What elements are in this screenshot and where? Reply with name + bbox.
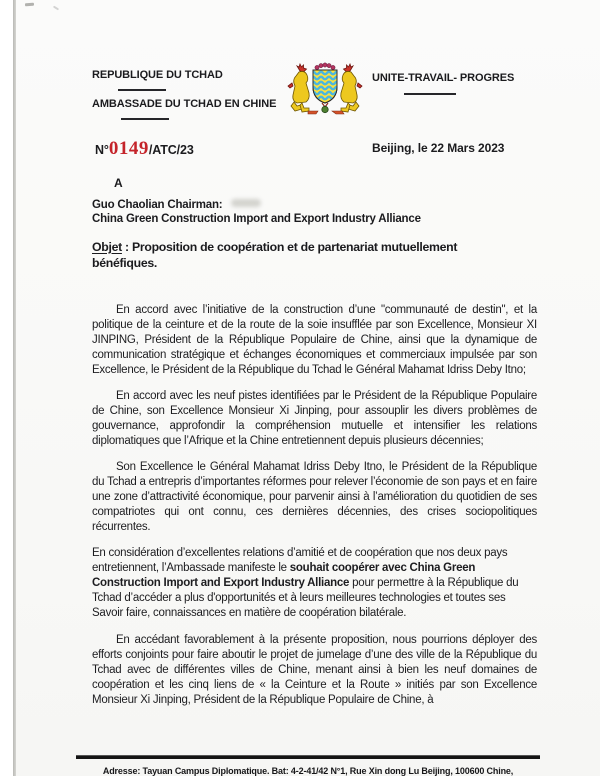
letterhead-divider bbox=[404, 93, 456, 95]
paragraph-4 bbox=[92, 546, 537, 621]
reference-number bbox=[95, 138, 194, 160]
page-edge-line bbox=[13, 0, 16, 776]
chad-coat-of-arms-icon bbox=[286, 62, 364, 116]
recipient-organization: China Green Construction Import and Export Industry Alliance bbox=[92, 213, 421, 225]
scan-artifact bbox=[25, 3, 34, 7]
paragraph-3: Son Excellence le Général Mahamat Idriss Deby Itno, le Président de la République du Tchad a entrepris d’importantes réformes pour relever l’économie de son pays et en faire une zone d’attractivité économique, pour parvenir ainsi à l’amélioration du quotidien de ses compatriotes qui ont connu, ces dernières décennies, des crises sociopolitiques récurrentes. bbox=[92, 461, 537, 533]
recipient-name: Guo Chaolian Chairman: bbox=[92, 199, 223, 211]
date-line: Beijing, le 22 Mars 2023 bbox=[372, 141, 505, 155]
reference-suffix: /ATC/23 bbox=[148, 143, 194, 157]
paragraph-1: En accord avec l’initiative de la construction d’une "communauté de destin", et la politique de la ceinture et de la route de la soie insufflée par son Excellence, Monsieur XI JINPING, Président de la République Populaire de Chine, ainsi que la dynamique de communication stratégique et échanges économiques et commerciaux impulsée par son Excellence, le Président de la République du Tchad le Général Mahamat Idriss Deby Itno; bbox=[92, 304, 537, 376]
scan-left-margin bbox=[0, 0, 13, 776]
subject-text: Proposition de coopération et de partenariat mutuellement bénéfiques. bbox=[92, 240, 458, 270]
reference-value: 0149 bbox=[108, 138, 149, 159]
scan-artifact bbox=[53, 6, 59, 11]
footer-rule bbox=[76, 755, 540, 759]
letterhead-embassy: AMBASSADE DU TCHAD EN CHINE bbox=[92, 98, 277, 110]
paragraph-4-text: pour permettre à la République du Tchad d’accéder a plus d'opportunités et à leurs meilleures technologies et toutes ses Savoir faire, connaissances en matière de coopération bilatérale. bbox=[92, 577, 519, 619]
letter-body bbox=[92, 303, 537, 719]
paragraph-2: En accord avec les neuf pistes identifiées par le Président de la République Populaire de Chine, son Excellence Monsieur Xi Jinping, pour assouplir les divers problèmes de gouvernance, approfondir la compréhension mutuelle et intensifier les relations diplomatiques que l’Afrique et la Chine entretiennent depuis plusieurs décennies; bbox=[92, 390, 537, 447]
reference-prefix: N° bbox=[95, 143, 109, 157]
paragraph-4-bold-text: souhait coopérer avec China Green Construction Import and Export Industry Alliance bbox=[92, 562, 476, 589]
letterhead-republic: REPUBLIQUE DU TCHAD bbox=[92, 69, 223, 81]
letterhead-divider bbox=[121, 118, 169, 120]
footer-address: Adresse: Tayuan Campus Diplomatique. Bat: 4-2-41/42 N°1, Rue Xin dong Lu Beijing, 100600 Chine, bbox=[102, 766, 514, 776]
subject-label: Objet bbox=[92, 240, 122, 254]
recipient-salutation: A bbox=[114, 176, 123, 190]
paragraph-5: En accédant favorablement à la présente proposition, nous pourrions déployer des efforts conjoints pour faire aboutir le projet de jumelage d’une des ville de la République du Tchad avec de différentes villes de Chine, menant ainsi à bien les neuf domaines de coopération et les cinq liens de « la Ceinture et la Route » initiés par son Excellence Monsieur Xi Jinping, Président de la République Populaire de Chine, à bbox=[92, 634, 537, 706]
subject-line bbox=[92, 240, 524, 271]
subject-separator: : bbox=[121, 240, 132, 254]
paragraph-4-text: En considération d’excellentes relations d’amitié et de coopération que nos deux pays entretiennent, l’Ambassade manifeste le bbox=[92, 547, 508, 574]
letterhead-divider bbox=[118, 89, 166, 91]
letterhead-motto: UNITE-TRAVAIL- PROGRES bbox=[372, 72, 515, 84]
scan-smudge bbox=[231, 199, 261, 207]
